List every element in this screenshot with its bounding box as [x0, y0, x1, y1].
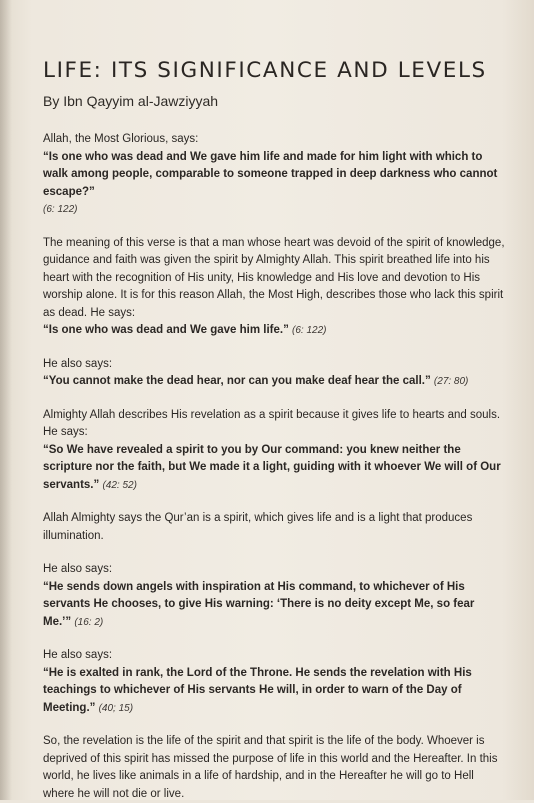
verse-ref: (6: 122) — [292, 325, 327, 336]
verse-ref: (16: 2) — [74, 616, 104, 628]
body-paragraph: Allah Almighty says the Qur’an is a spirit, which gives life and is a light that produces illumination. — [43, 512, 473, 542]
verse-text: “Is one who was dead and We gave him life and made for him light with which to walk among people, comparable to someone trapped in deep darkness who cannot escape?” — [43, 150, 498, 198]
verse-text: “So We have revealed a spirit to you by Our command: you knew neither the scripture nor the faith, but We made it a light, guiding with it whoever We will of Our servants.” — [43, 443, 501, 491]
quran-verse — [43, 373, 505, 391]
verse-text: “He is exalted in rank, the Lord of the Throne. He sends the revelation with His teachings to whichever of His servants He will, in order to warn of the Day of Meeting.” — [43, 666, 472, 714]
verse-text: “Is one who was dead and We gave him life.” — [43, 324, 289, 336]
verse-ref: (27: 80) — [433, 376, 469, 387]
quran-verse — [43, 442, 505, 495]
quran-verse — [43, 665, 505, 718]
verse-reference — [43, 201, 505, 219]
intro-text: He also says: — [43, 563, 113, 575]
verse-ref: (6: 122) — [43, 204, 78, 215]
body-paragraph: Almighty Allah describes His revelation as a spirit because it gives life to hearts and souls. He says: — [43, 408, 501, 438]
quran-verse — [43, 322, 505, 340]
verse-text: “You cannot make the dead hear, nor can you make deaf hear the call.” — [43, 375, 431, 387]
verse-ref: (42: 52) — [102, 479, 137, 491]
quran-verse — [43, 149, 505, 202]
verse-ref: (40; 15) — [98, 702, 134, 714]
intro-text: Allah, the Most Glorious, says: — [43, 133, 199, 145]
page-binding-shadow — [0, 0, 12, 800]
body-paragraph: So, the revelation is the life of the spirit and that spirit is the life of the body. Whoever is deprived of this spirit has missed the purpose of life in this world and the Hereafter. In this world, he lives like animals in a life of hardship, and in the Hereafter he will go to Hell where he will not die or live. — [43, 735, 498, 800]
verse-text: “He sends down angels with inspiration at His command, to whichever of His servants He chooses, to give His warning: ‘There is no deity except Me, so fear Me.’” — [43, 580, 475, 628]
article-title: LIFE: ITS SIGNIFICANCE AND LEVELS — [43, 58, 487, 83]
body-paragraph: The meaning of this verse is that a man whose heart was devoid of the spirit of knowledge, guidance and faith was given the spirit by Almighty Allah. This spirit breathed life into his heart with the recognition of His unity, His knowledge and His love and devotion to His worship alone. It is for this reason Allah, the Most High, describes those who lack this spirit as dead. He says: — [43, 236, 505, 319]
intro-text: He also says: — [43, 357, 113, 370]
intro-text: He also says: — [43, 649, 113, 661]
article — [43, 58, 505, 803]
quran-verse — [43, 579, 505, 632]
article-byline: By Ibn Qayyim al-Jawziyyah — [43, 93, 219, 109]
